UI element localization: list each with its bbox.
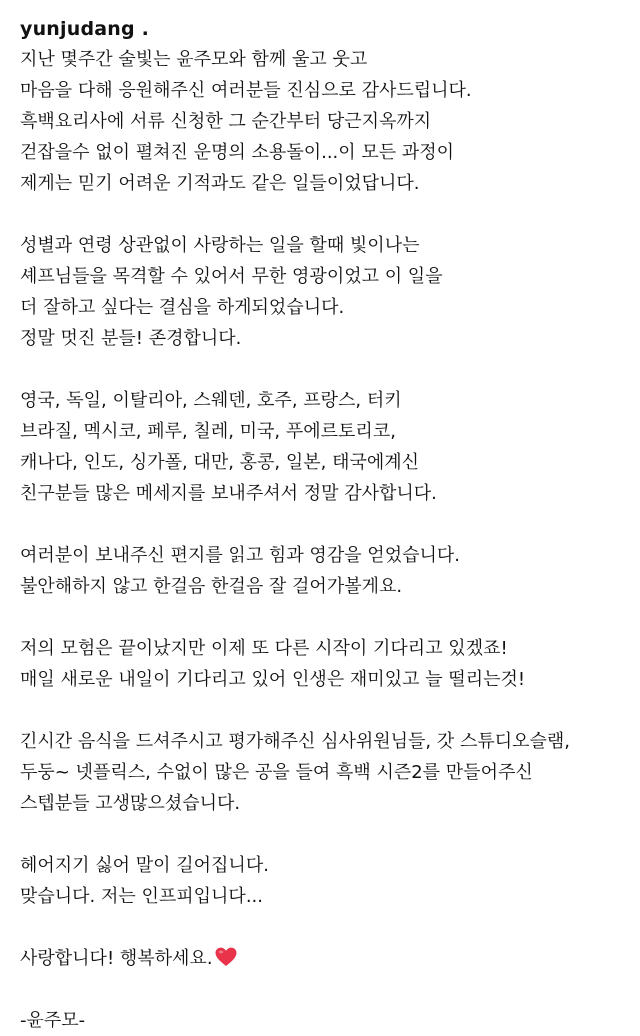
caption-line: 정말 멋진 분들! 존경합니다. (20, 328, 242, 349)
caption-line: 저의 모험은 끝이났지만 이제 또 다른 시작이 기다리고 있겠죠! (20, 638, 508, 659)
caption-line: 맞습니다. 저는 인프피입니다... (20, 886, 263, 907)
caption-line: 캐나다, 인도, 싱가폴, 대만, 홍콩, 일본, 태국에계신 (20, 452, 420, 473)
caption-line: 스텝분들 고생많으셨습니다. (20, 793, 241, 814)
caption-line: 헤어지기 싫어 말이 길어집니다. (20, 855, 269, 876)
post-caption (20, 14, 632, 1036)
caption-line: 제게는 믿기 어려운 기적과도 같은 일들이었답니다. (20, 173, 420, 194)
paragraph-gap (20, 819, 632, 850)
paragraph-gap (20, 199, 632, 230)
closing-text: 사랑합니다! 행복하세요. (20, 948, 213, 969)
caption-line: 브라질, 멕시코, 페루, 칠레, 미국, 푸에르토리코, (20, 421, 396, 442)
caption-line: 긴시간 음식을 드셔주시고 평가해주신 심사위원님들, 갓 스튜디오슬램, (20, 731, 571, 752)
caption-line: 성별과 연령 상관없이 사랑하는 일을 할때 빛이나는 (20, 235, 420, 256)
caption-line: 걷잡을수 없이 펼쳐진 운명의 소용돌이...이 모든 과정이 (20, 142, 455, 163)
paragraph-gap (20, 602, 632, 633)
caption-line: 친구분들 많은 메세지를 보내주셔서 정말 감사합니다. (20, 483, 437, 504)
caption-line: 더 잘하고 싶다는 결심을 하게되었습니다. (20, 297, 345, 318)
signature: -윤주모- (20, 1010, 86, 1031)
caption-line: 불안해하지 않고 한걸음 한걸음 잘 걸어가볼게요. (20, 576, 403, 597)
paragraph-gap (20, 509, 632, 540)
caption-line: 지난 몇주간 술빛는 윤주모와 함께 울고 웃고 (20, 49, 368, 70)
caption-line: 영국, 독일, 이탈리아, 스웨덴, 호주, 프랑스, 터키 (20, 390, 402, 411)
caption-line: 여러분이 보내주신 편지를 읽고 힘과 영감을 얻었습니다. (20, 545, 460, 566)
caption-text (20, 44, 632, 1036)
paragraph-gap (20, 974, 632, 1005)
username[interactable]: yunjudang . (20, 18, 150, 40)
caption-line: 매일 새로운 내일이 기다리고 있어 인생은 재미있고 늘 떨리는것! (20, 669, 526, 690)
caption-line: 흑백요리사에 서류 신청한 그 순간부터 당근지옥까지 (20, 111, 432, 132)
paragraph-gap (20, 354, 632, 385)
caption-line: 두둥~ 넷플릭스, 수없이 많은 공을 들여 흑백 시즌2를 만들어주신 (20, 762, 533, 783)
heart-icon (215, 947, 237, 967)
paragraph-gap (20, 695, 632, 726)
paragraph-gap (20, 912, 632, 943)
closing-line (20, 943, 632, 974)
caption-line: 마음을 다해 응원해주신 여러분들 진심으로 감사드립니다. (20, 80, 472, 101)
caption-line: 셰프님들을 목격할 수 있어서 무한 영광이었고 이 일을 (20, 266, 443, 287)
